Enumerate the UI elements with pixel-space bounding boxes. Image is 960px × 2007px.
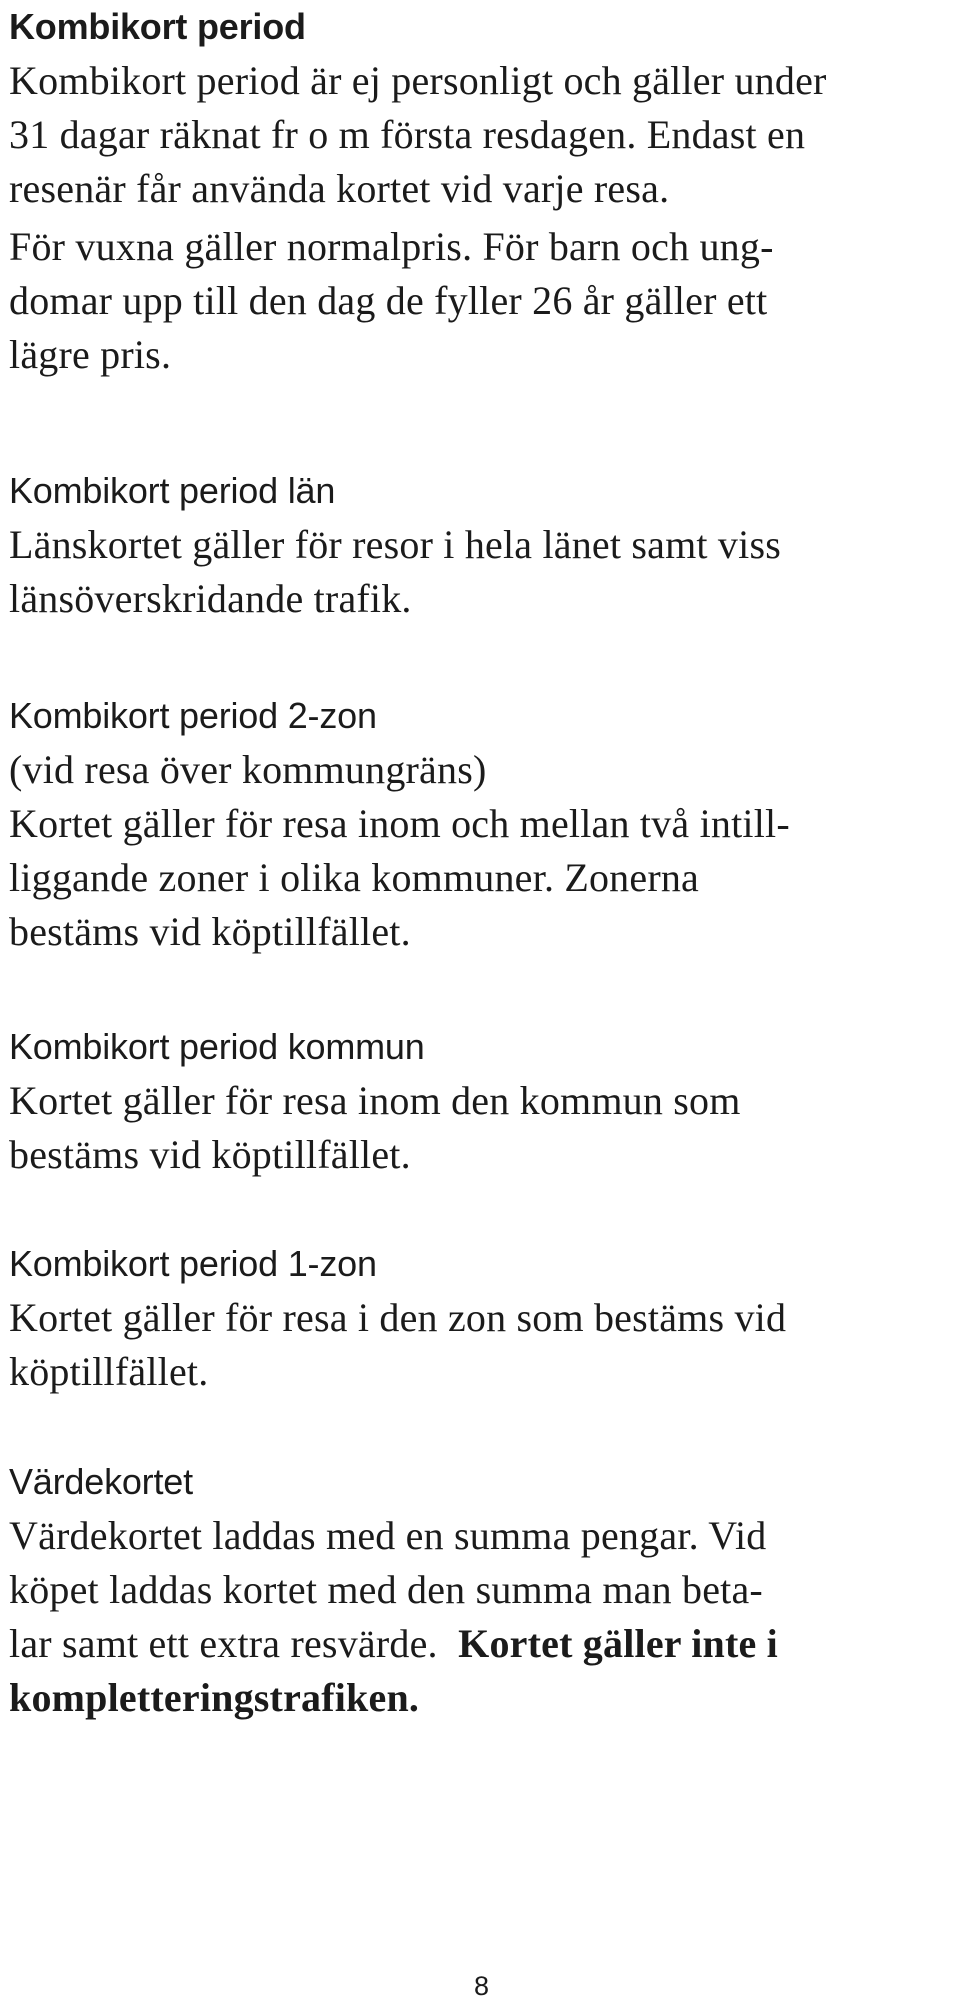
text-line: Kombikort period är ej personligt och gäller under <box>9 58 827 103</box>
text-line: länsöverskridande trafik. <box>9 576 412 621</box>
section-kombikort-period-2-zon <box>9 689 954 959</box>
text-line <box>9 1617 954 1671</box>
text-line: bestäms vid köptillfället. <box>9 909 411 954</box>
section-vardekortet <box>9 1455 954 1725</box>
paragraph-kombikort-period-kommun <box>9 1074 954 1182</box>
heading-kombikort-period-kommun: Kombikort period kommun <box>9 1026 425 1067</box>
text-line: Länskortet gäller för resor i hela länet samt viss <box>9 522 781 567</box>
text-line: Kortet gäller för resa inom och mellan två intill- <box>9 801 790 846</box>
text-line: liggande zoner i olika kommuner. Zonerna <box>9 855 700 900</box>
section-kombikort-period-kommun <box>9 1020 954 1182</box>
text-line: Värdekortet laddas med en summa pengar. Vid <box>9 1513 767 1558</box>
text-line: Kortet gäller för resa inom den kommun som <box>9 1078 741 1123</box>
text-line: lägre pris. <box>9 332 172 377</box>
text-line: köpet laddas kortet med den summa man beta- <box>9 1567 763 1612</box>
paragraph-kombikort-period-pricing <box>9 220 954 382</box>
paragraph-kombikort-period-1-zon <box>9 1291 954 1399</box>
text-line: (vid resa över kommungräns) <box>9 747 487 792</box>
text-line: 31 dagar räknat fr o m första resdagen. Endast en <box>9 112 806 157</box>
heading-kombikort-period-2-zon: Kombikort period 2-zon <box>9 695 377 736</box>
paragraph-kombikort-period-intro <box>9 54 954 216</box>
heading-vardekortet: Värdekortet <box>9 1461 193 1502</box>
paragraph-vardekortet <box>9 1509 954 1725</box>
text-line: bestäms vid köptillfället. <box>9 1132 411 1177</box>
emphasis-text: kompletteringstrafiken. <box>9 1675 420 1720</box>
paragraph-kombikort-period-lan <box>9 518 954 626</box>
text-line: resenär får använda kortet vid varje resa. <box>9 166 670 211</box>
text-line: Kortet gäller för resa i den zon som bestäms vid <box>9 1295 787 1340</box>
section-kombikort-period-pricing <box>9 220 954 382</box>
text-line: För vuxna gäller normalpris. För barn och ung- <box>9 224 774 269</box>
page-number: 8 <box>473 1971 490 2001</box>
text-line: domar upp till den dag de fyller 26 år gäller ett <box>9 278 768 323</box>
paragraph-kombikort-period-2-zon <box>9 743 954 959</box>
text-segment: lar samt ett extra resvärde. <box>9 1621 438 1666</box>
heading-kombikort-period-lan: Kombikort period län <box>9 470 336 511</box>
section-kombikort-period <box>9 0 954 216</box>
text-line: köptillfället. <box>9 1349 209 1394</box>
heading-kombikort-period-1-zon: Kombikort period 1-zon <box>9 1243 377 1284</box>
document-page <box>9 0 954 2007</box>
heading-kombikort-period: Kombikort period <box>9 6 306 47</box>
section-kombikort-period-lan <box>9 464 954 626</box>
section-kombikort-period-1-zon <box>9 1237 954 1399</box>
text-line <box>9 1671 954 1725</box>
emphasis-text: Kortet gäller inte i <box>458 1621 778 1666</box>
